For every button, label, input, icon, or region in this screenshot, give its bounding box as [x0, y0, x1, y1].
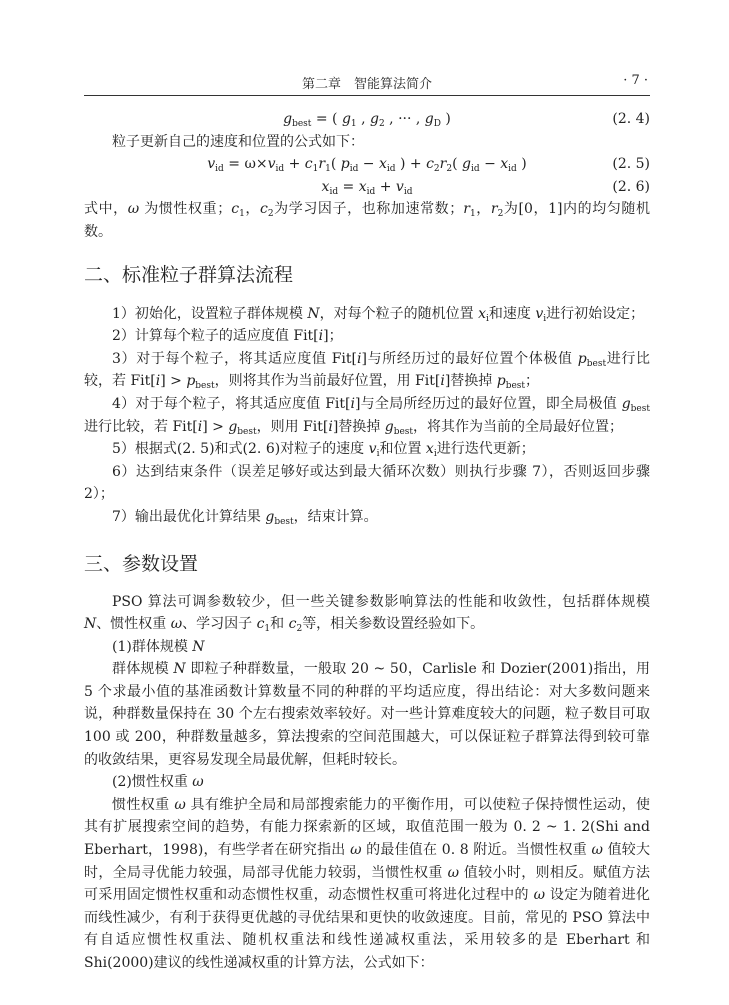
math-symbol: ω: [447, 864, 459, 881]
math-symbol: $r_2$: [490, 201, 504, 220]
math-symbol: $g_{best}$: [265, 508, 294, 527]
math-symbol: i: [357, 350, 362, 367]
math-symbol: $x_{id}$: [500, 156, 517, 175]
text-run: 设定为随着进化而线性减少，有利于获得更优越的寻优结果和更快的收敛速度。目前，常见的 PSO 算法中有自适应惯性权重法、随机权重法和线性递减权重法，采用较多的是 Eberhart 和 Shi(2000)建议的线性递减权重的计算方法，公式如下：: [84, 887, 650, 971]
math-symbol: i: [197, 418, 203, 435]
math-symbol: $g_{id}$: [462, 156, 480, 175]
text-run: 、学习因子: [182, 616, 257, 633]
step-item: [84, 393, 650, 438]
math-symbol: ω: [591, 842, 603, 859]
text-run: −: [479, 156, 501, 173]
text-run: ,: [356, 111, 371, 127]
math-symbol: $c_1$: [256, 616, 271, 635]
math-symbol: $c_2$: [259, 201, 274, 220]
math-symbol: i: [318, 328, 324, 345]
math-symbol: $g_2$: [370, 111, 385, 129]
text-run: =: [338, 178, 359, 195]
text-run: ，: [475, 201, 491, 218]
math-symbol: $g_1$: [341, 111, 357, 129]
text-run: 为惯性权重；: [139, 201, 232, 218]
step-item: [84, 303, 650, 326]
text-run: 5）根据式(2. 5)和式(2. 6)对粒子的速度: [112, 441, 369, 458]
step-item: [84, 506, 650, 529]
subheading: [84, 636, 650, 659]
text-run: 值较小时，则相反。赋值方法可采用固定惯性权重和动态惯性权重，动态惯性权重可将进化过程中的: [84, 864, 651, 904]
paragraph: [84, 794, 650, 975]
text-run: ]替换掉: [444, 373, 497, 390]
math-symbol: $c_2$: [426, 156, 440, 175]
math-symbol: $p_{best}$: [496, 373, 526, 392]
text-run: ，则用 Fit[: [256, 418, 329, 435]
paragraph: [84, 658, 650, 771]
math-symbol: $g_{best}$: [621, 395, 650, 414]
math-symbol: $c_1$: [231, 201, 245, 220]
text-run: ): [440, 111, 451, 127]
math-symbol: $p_{best}$: [577, 350, 607, 369]
math-symbol: i: [328, 418, 333, 435]
math-symbol: $c_2$: [288, 616, 303, 635]
text-run: 具有维护全局和局部搜索能力的平衡作用，可以使粒子保持惯性运动，使其有扩展搜索空间的趋势，有能力探索新的区域，取值范围一般为 0. 2 ~ 1. 2(Shi and Eberhart，1998)，有些学者在研究指出: [84, 796, 651, 859]
math-symbol: $g_{best}$: [384, 418, 414, 437]
math-symbol: $g_{best}$: [283, 111, 312, 129]
text-run: ；: [525, 373, 540, 390]
text-run: (1)群体规模: [112, 638, 193, 655]
math-symbol: $r_2$: [439, 156, 453, 175]
math-symbol: $g_D$: [424, 111, 441, 129]
text-run: 的最佳值在 0. 8 附近。当惯性权重: [361, 842, 592, 859]
step-item: [84, 438, 650, 461]
text-run: 进行初始设定；: [546, 305, 645, 322]
math-symbol: i: [350, 395, 355, 412]
math-symbol: $v_{id}$: [267, 156, 285, 175]
text-run: 等，相关参数设置经验如下。: [302, 616, 485, 633]
equation-2-5: [84, 153, 650, 176]
text-run: = ω×: [223, 156, 268, 173]
text-run: 进行比较，若 Fit[: [84, 418, 198, 435]
text-run: 为[0，1]内的均匀随机数。: [84, 201, 651, 240]
math-symbol: $v_i$: [535, 305, 547, 324]
text-run: ，结束计算。: [293, 508, 378, 525]
text-run: ] >: [202, 418, 229, 435]
text-run: ] >: [160, 373, 187, 390]
math-symbol: ω: [350, 842, 362, 859]
text-run: 粒子更新自己的速度和位置的公式如下：: [112, 133, 364, 150]
text-run: 1）初始化，设置粒子群体规模: [112, 305, 308, 322]
text-run: 4）对于每个粒子，将其适应度值 Fit[: [112, 395, 351, 412]
equation-body: [283, 111, 451, 127]
math-symbol: ω: [174, 796, 186, 813]
text-run: ]与所经历过的最好位置个体极值: [361, 350, 578, 367]
text-run: 和: [270, 616, 289, 633]
text-run: −: [358, 156, 379, 173]
text-run: 即粒子种群数量，一般取 20 ~ 50，Carlisle 和 Dozier(2001)指出，用 5 个求最小值的基准函数计算数量不同的种群的平均适应度，得出结论：对大多数问题来说，种群数量保持在 30 个左右搜索效率较好。对一些计算难度较大的问题，粒子数目可取 100 或 200，种群数量越多，算法搜索的空间范围越大，可以保证粒子群算法得到较可靠的收敛结果，更容易发现全局最优解，但耗时较长。: [84, 661, 651, 768]
paragraph: [84, 591, 650, 636]
math-symbol: $x_{id}$: [321, 178, 339, 197]
text-run: ，: [244, 201, 260, 218]
running-header: [84, 70, 650, 94]
text-run: 和速度: [488, 305, 536, 322]
intro-line: [84, 131, 650, 154]
subheading: [84, 771, 650, 794]
math-symbol: ω: [192, 774, 204, 791]
equation-body: [207, 156, 527, 175]
text-run: 为学习因子，也称加速常数；: [273, 201, 464, 218]
section-heading: 三、参数设置: [84, 552, 199, 575]
text-run: ]替换掉: [332, 418, 385, 435]
math-symbol: $v_{id}$: [395, 178, 413, 197]
text-run: ) +: [395, 156, 427, 173]
text-run: , ··· ,: [384, 111, 425, 127]
math-symbol: $r_1$: [318, 156, 331, 175]
text-run: 、惯性权重: [96, 616, 171, 633]
math-symbol: N: [192, 638, 205, 655]
text-run: ，将其作为当前的全局最好位置；: [413, 418, 624, 435]
text-run: ): [516, 156, 527, 173]
text-run: 式中，: [84, 201, 128, 218]
step-item: [84, 461, 650, 506]
text-run: 6）达到结束条件（误差足够好或达到最大循环次数）则执行步骤 7），否则返回步骤 2）；: [84, 463, 650, 503]
text-run: 2）计算每个粒子的适应度值 Fit[: [112, 328, 319, 345]
text-run: ，对每个粒子的随机位置: [319, 305, 479, 322]
text-run: 值较大时，全局寻优能力较强，局部寻优能力较弱，当惯性权重: [84, 842, 651, 881]
equation-body: [322, 179, 413, 195]
text-run: ，则将其作为当前最好位置，用 Fit[: [214, 373, 441, 390]
math-symbol: $r_1$: [463, 201, 476, 220]
text-run: ]与全局所经历过的最好位置，即全局极值: [354, 395, 622, 412]
math-symbol: $c_1$: [304, 156, 319, 175]
section-heading: 二、标准粒子群算法流程: [84, 263, 294, 286]
text-run: 3）对于每个粒子，将其适应度值 Fit[: [112, 350, 357, 367]
math-symbol: $x_i$: [425, 441, 437, 460]
equation-2-6: [84, 176, 650, 199]
step-item: [84, 325, 650, 348]
text-run: (2)惯性权重: [112, 774, 193, 791]
text-run: +: [375, 178, 396, 195]
equation-number: (2. 6): [612, 178, 650, 195]
text-run: 和位置: [379, 441, 426, 458]
text-run: 7）输出最优化计算结果: [112, 508, 266, 525]
page-body: [84, 108, 650, 975]
header-rule: [84, 95, 650, 96]
math-symbol: $p_{id}$: [340, 156, 359, 175]
text-run: 惯性权重: [112, 796, 175, 813]
equation-number: (2. 4): [612, 111, 650, 127]
chapter-title: 第二章 智能算法简介: [301, 77, 432, 92]
math-symbol: N: [173, 661, 186, 678]
text-run: = (: [311, 111, 342, 127]
math-symbol: ω: [170, 616, 183, 633]
equation-number: (2. 5): [612, 156, 650, 173]
page-number: · 7 ·: [623, 73, 648, 88]
text-run: 进行比较，若 Fit[: [84, 350, 651, 390]
math-symbol: i: [440, 373, 445, 390]
math-symbol: $x_{id}$: [358, 178, 376, 197]
text-run: 群体规模: [112, 661, 174, 678]
text-run: ]；: [323, 328, 343, 345]
math-symbol: $p_{best}$: [186, 373, 215, 392]
equation-2-4: [84, 108, 650, 131]
math-symbol: $g_{best}$: [228, 418, 257, 437]
math-symbol: N: [307, 305, 320, 322]
text-run: (: [330, 156, 341, 173]
math-symbol: $x_{id}$: [378, 156, 396, 175]
math-symbol: N: [84, 616, 97, 633]
math-symbol: $v_i$: [368, 441, 380, 460]
math-symbol: ω: [533, 887, 546, 904]
math-symbol: $v_{id}$: [207, 156, 224, 175]
math-symbol: i: [155, 373, 161, 390]
where-line: [84, 198, 650, 243]
text-run: (: [452, 156, 463, 173]
step-item: [84, 348, 650, 393]
text-run: +: [284, 156, 305, 173]
text-run: 进行迭代更新；: [436, 441, 535, 458]
text-run: PSO 算法可调参数较少，但一些关键参数影响算法的性能和收敛性，包括群体规模: [112, 593, 650, 610]
math-symbol: ω: [127, 201, 140, 218]
math-symbol: $x_i$: [478, 305, 489, 324]
